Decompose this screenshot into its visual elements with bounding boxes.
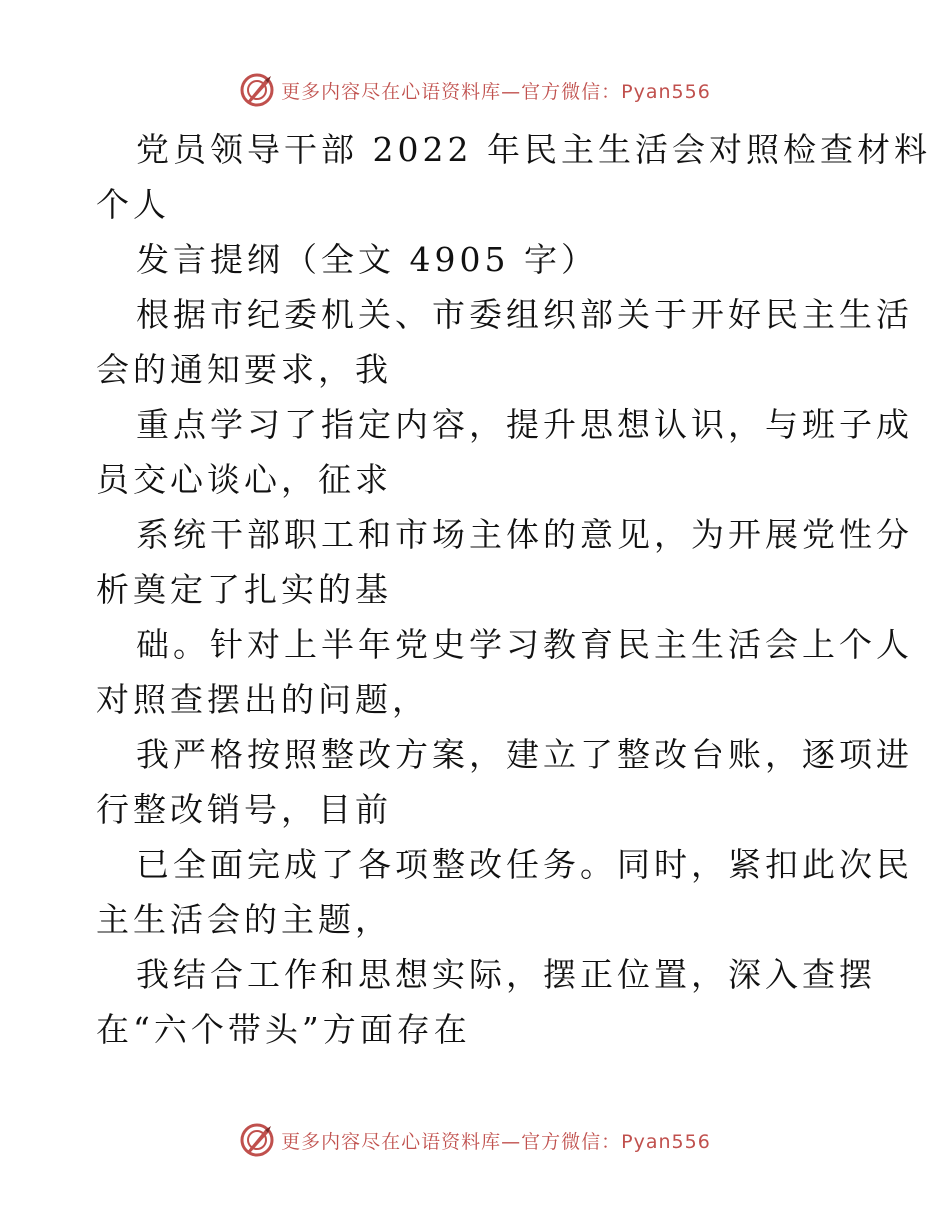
paragraph-line: 系统干部职工和市场主体的意见，为开展党性分 bbox=[136, 515, 913, 554]
paragraph bbox=[96, 837, 913, 947]
paragraph-title bbox=[96, 122, 931, 232]
paragraph-line: 我结合工作和思想实际，摆正位置，深入查摆 bbox=[136, 955, 876, 994]
paragraph-line: 我严格按照整改方案，建立了整改台账，逐项进 bbox=[136, 735, 913, 774]
paragraph bbox=[96, 397, 913, 507]
paragraph-line: 对照查摆出的问题， bbox=[96, 680, 429, 719]
paragraph-line: 础。针对上半年党史学习教育民主生活会上个人 bbox=[136, 625, 913, 664]
quill-logo-icon bbox=[239, 72, 275, 108]
paragraph-line: 会的通知要求，我 bbox=[96, 350, 392, 389]
watermark-footer bbox=[0, 1120, 950, 1160]
paragraph-line: 根据市纪委机关、市委组织部关于开好民主生活 bbox=[136, 295, 913, 334]
quill-logo-icon bbox=[239, 1122, 275, 1158]
watermark-text: 更多内容尽在心语资料库—官方微信：Pyan556 bbox=[281, 1130, 711, 1153]
paragraph bbox=[96, 727, 913, 837]
watermark-header bbox=[0, 70, 950, 110]
watermark-text: 更多内容尽在心语资料库—官方微信：Pyan556 bbox=[281, 80, 711, 103]
paragraph-line: 已全面完成了各项整改任务。同时，紧扣此次民 bbox=[136, 845, 913, 884]
paragraph-line: 主生活会的主题， bbox=[96, 900, 392, 939]
document-body bbox=[96, 122, 931, 1057]
paragraph bbox=[96, 507, 913, 617]
paragraph-line: 在“六个带头”方面存在 bbox=[96, 1010, 471, 1049]
paragraph-line: 发言提纲（全文 4905 字） bbox=[136, 240, 598, 279]
paragraph bbox=[96, 287, 913, 397]
paragraph bbox=[96, 947, 876, 1057]
paragraph bbox=[96, 617, 913, 727]
paragraph-line: 员交心谈心，征求 bbox=[96, 460, 392, 499]
paragraph-line: 党员领导干部 2022 年民主生活会对照检查材料 bbox=[136, 130, 931, 169]
paragraph-subtitle bbox=[96, 232, 856, 287]
paragraph-line: 行整改销号，目前 bbox=[96, 790, 392, 829]
paragraph-line: 析奠定了扎实的基 bbox=[96, 570, 392, 609]
paragraph-line: 个人 bbox=[96, 185, 170, 224]
paragraph-line: 重点学习了指定内容，提升思想认识，与班子成 bbox=[136, 405, 913, 444]
